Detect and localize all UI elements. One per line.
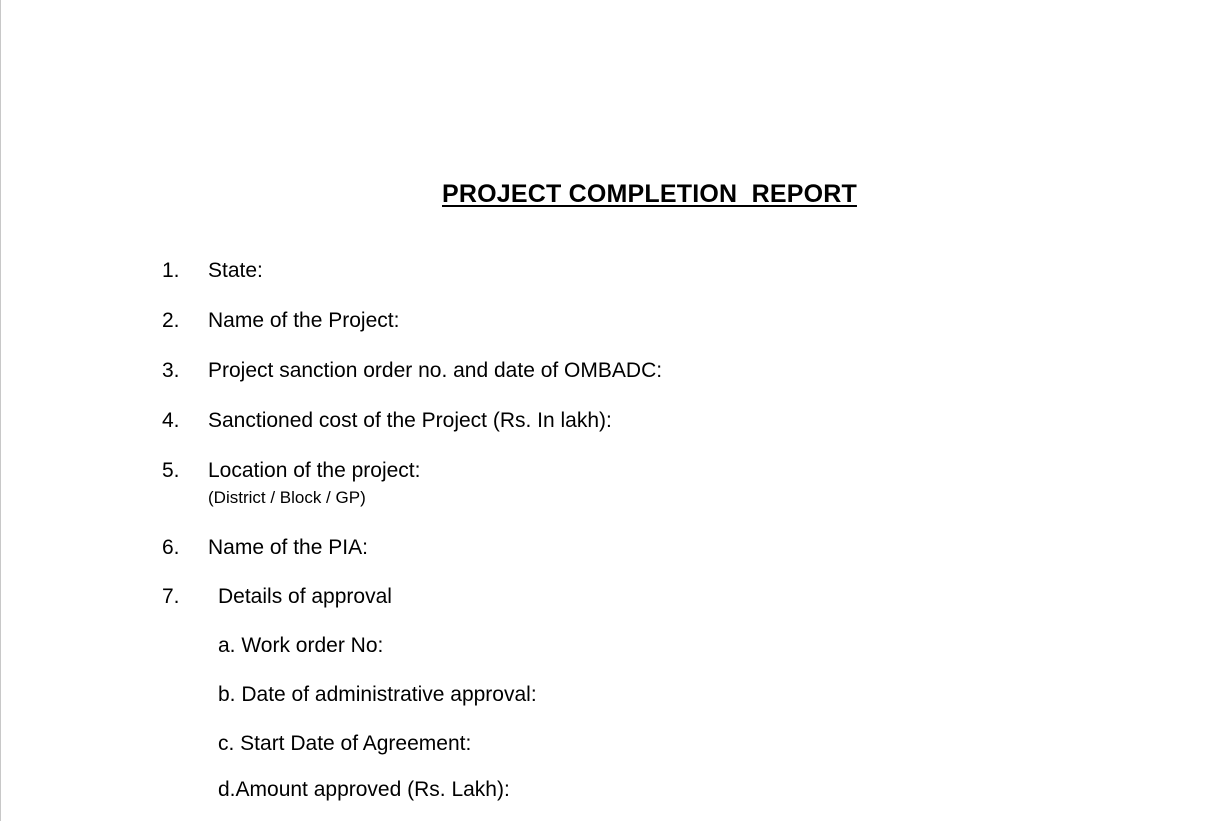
item-label-pia-name: Name of the PIA: xyxy=(208,536,368,559)
item-number: 4. xyxy=(162,409,180,432)
page-title: PROJECT COMPLETION REPORT xyxy=(442,180,857,208)
item-number: 3. xyxy=(162,359,180,382)
item-number: 2. xyxy=(162,309,180,332)
item-label-project-name: Name of the Project: xyxy=(208,309,400,332)
approval-admin-date: b. Date of administrative approval: xyxy=(218,683,537,706)
item-number: 5. xyxy=(162,459,180,482)
item-label-sanction-order: Project sanction order no. and date of OMBADC: xyxy=(208,359,663,382)
item-number: 6. xyxy=(162,536,180,559)
item-label-state: State: xyxy=(208,259,263,282)
page-left-edge xyxy=(0,0,1,821)
item-label-location: Location of the project: xyxy=(208,459,421,482)
approval-work-order: a. Work order No: xyxy=(218,634,384,657)
approval-amount: d.Amount approved (Rs. Lakh): xyxy=(218,778,510,801)
item-number: 7. xyxy=(162,585,180,608)
approval-start-date: c. Start Date of Agreement: xyxy=(218,732,472,755)
item-label-approval-details: Details of approval xyxy=(218,585,392,608)
item-note-location: (District / Block / GP) xyxy=(208,488,366,507)
item-number: 1. xyxy=(162,259,180,282)
item-label-sanctioned-cost: Sanctioned cost of the Project (Rs. In lakh): xyxy=(208,409,612,432)
